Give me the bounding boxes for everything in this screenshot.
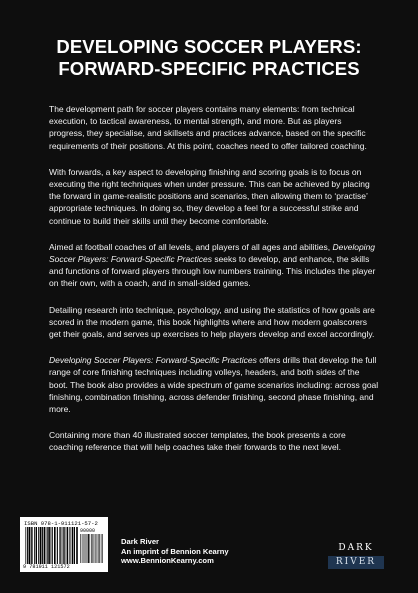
barcode-stripe [88,534,89,563]
barcode-stripe [82,534,83,563]
logo-word-bottom: RIVER [328,556,384,569]
title-line-1: DEVELOPING SOCCER PLAYERS: [56,36,362,57]
barcode [20,517,108,572]
paragraph-1: The development path for soccer players contains many elements: from technical execution, to tactical awareness, to mental strength, and more. But as players progress, they specialise, and skillsets and practices advance, based on the specific requirements of their positions. At this point, coaches need to offer tailored coaching. [49,104,367,151]
barcode-stripe [72,527,74,564]
dark-river-logo [328,543,384,569]
barcode-stripe [44,527,46,564]
barcode-stripe [57,527,58,564]
barcode-stripe [63,527,64,564]
cover-title [0,36,418,80]
blurb [49,103,379,468]
barcode-stripe [29,527,31,564]
paragraph-5 [49,354,379,415]
barcode-stripe [84,534,85,563]
paragraph-5-end: offers drills that develop the full range of core finishing techniques including volleys, headers, and both sides of the boot. The book also provides a wide spectrum of game scenarios including: across goal finishing, combination finishing, across defender finishing, second phase finishing, and more. [49,355,379,415]
barcode-stripe [87,534,88,563]
barcode-ean-digits: 9 781911 121572 [23,564,70,570]
barcode-stripe [102,534,103,563]
paragraph-3-start: Aimed at football coaches of all levels, and players of all ages and abilities, [49,241,333,252]
barcode-stripe [32,527,33,564]
barcode-stripe [38,527,39,564]
barcode-stripe [60,527,61,564]
barcode-stripe [93,534,94,563]
paragraph-4: Detailing research into technique, psychology, and using the statistics of how goals are scored in the modern game, this book highlights where and how modern goalscorers get their goals, and serves up exercises to help players develop and excel accordingly. [49,304,375,340]
barcode-stripe [31,527,32,564]
barcode-stripe [47,527,48,564]
barcode-stripe [101,534,102,563]
barcode-stripe [76,527,78,564]
barcode-stripe [74,527,75,564]
barcode-stripe [94,534,95,563]
barcode-stripe [64,527,65,564]
barcode-stripe [25,527,26,564]
paragraph-6: Containing more than 40 illustrated soccer templates, the book presents a core coaching reference that will help coaches take their forwards to the next level. [49,430,346,453]
paragraph-2: With forwards, a key aspect to developing finishing and scoring goals is to focus on executing the right techniques when under pressure. This can be achieved by placing the forward in game-realistic positions and scenarios, then allowing them to ‘practise’ appropriate techniques. In doing so, they develop a feel for a successful strike and continue to build their skills until they become comfortable. [49,166,370,226]
barcode-stripe [96,534,97,563]
barcode-stripe [54,527,56,564]
isbn-text: ISBN 978-1-911121-57-2 [24,520,98,527]
barcode-stripe [69,527,70,564]
barcode-stripe [85,534,86,563]
barcode-stripe [99,534,100,563]
barcode-stripe [42,527,43,564]
barcode-stripe [97,534,98,563]
barcode-stripe [91,534,92,563]
barcode-stripe [40,527,42,564]
paragraph-3 [49,241,379,290]
barcode-stripe [51,527,52,564]
barcode-stripe [80,534,81,563]
imprint-block [121,537,229,566]
barcode-addon-bars [80,534,104,563]
barcode-stripe [90,534,91,563]
barcode-addon-digits: 90000 [80,528,96,534]
barcode-stripe [27,527,28,564]
barcode-bars [25,527,79,564]
barcode-stripe [34,527,35,564]
barcode-stripe [36,527,37,564]
barcode-stripe [59,527,60,564]
barcode-stripe [67,527,69,564]
publisher-name: Dark River [121,537,159,546]
paragraph-3-end: seeks to develop, and enhance, the skills and functions of forward players through low numbers training. This includes the player on their own, with a coach, and in small-sided games. [49,254,376,289]
title-line-2: FORWARD-SPECIFIC PRACTICES [58,58,360,79]
imprint-tagline: An imprint of Bennion Kearny [121,546,229,556]
barcode-stripe [48,527,50,564]
paragraph-5-book-title: Developing Soccer Players: Forward-Specific Practices [49,355,257,366]
paragraph-3-book-title: Developing Soccer Players: Forward-Specific Practices [49,241,376,265]
logo-word-top: DARK [338,543,374,553]
publisher-website: www.BennionKearny.com [121,556,214,566]
barcode-stripe [52,527,53,564]
